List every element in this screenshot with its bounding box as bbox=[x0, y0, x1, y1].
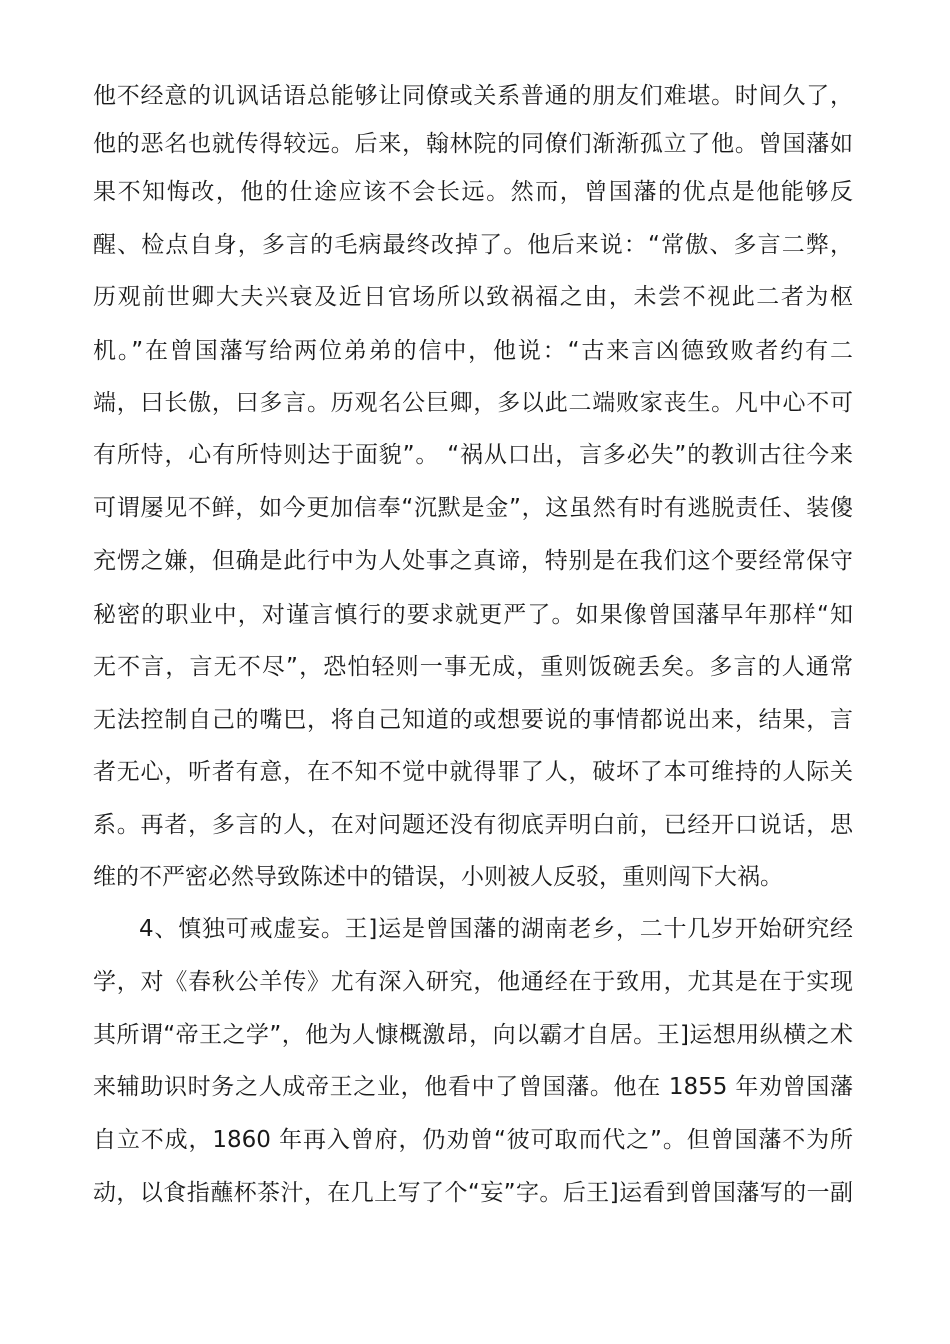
text-line: 他不经意的讥讽话语总能够让同僚或关系普通的朋友们难堪。时间久了， bbox=[93, 83, 853, 109]
text-line: 端，曰长傲，曰多言。历观名公巨卿，多以此二端败家丧生。凡中心不可 bbox=[93, 390, 853, 416]
text-line: 秘密的职业中，对谨言慎行的要求就更严了。如果像曾国藩早年那样“知 bbox=[93, 602, 853, 628]
text-line: 无不言，言无不尽”，恐怕轻则一事无成，重则饭碗丢矣。多言的人通常 bbox=[93, 654, 853, 680]
text-line: 无法控制自己的嘴巴，将自己知道的或想要说的事情都说出来，结果，言 bbox=[93, 707, 853, 733]
text-line: 历观前世卿大夫兴衰及近日官场所以致祸福之由，未尝不视此二者为枢 bbox=[93, 284, 853, 310]
text-line: 自立不成，1860 年再入曾府，仍劝曾“彼可取而代之”。但曾国藩不为所 bbox=[93, 1127, 853, 1153]
text-line: 学，对《春秋公羊传》尤有深入研究，他通经在于致用，尤其是在于实现 bbox=[93, 969, 853, 995]
text-line: 动，以食指蘸杯茶汁，在几上写了个“妄”字。后王]运看到曾国藩写的一副 bbox=[93, 1180, 853, 1206]
text-line: 果不知悔改，他的仕途应该不会长远。然而，曾国藩的优点是他能够反 bbox=[93, 179, 853, 205]
text-line: 有所恃，心有所恃则达于面貌”。 “祸从口出，言多必失”的教训古往今来 bbox=[93, 442, 853, 468]
text-line: 维的不严密必然导致陈述中的错误，小则被人反驳，重则闯下大祸。 bbox=[93, 864, 783, 890]
text-line: 醒、检点自身，多言的毛病最终改掉了。他后来说：“常傲、多言二弊， bbox=[93, 232, 853, 258]
text-line: 机。”在曾国藩写给两位弟弟的信中，他说：“古来言凶德致败者约有二 bbox=[93, 338, 853, 364]
text-line: 他的恶名也就传得较远。后来，翰林院的同僚们渐渐孤立了他。曾国藩如 bbox=[93, 131, 853, 157]
text-line: 来辅助识时务之人成帝王之业，他看中了曾国藩。他在 1855 年劝曾国藩 bbox=[93, 1074, 853, 1100]
text-line: 系。再者，多言的人，在对问题还没有彻底弄明白前，已经开口说话，思 bbox=[93, 812, 853, 838]
text-line: 充愣之嫌，但确是此行中为人处事之真谛，特别是在我们这个要经常保守 bbox=[93, 548, 853, 574]
paragraph-first-line: 4、慎独可戒虚妄。王]运是曾国藩的湖南老乡，二十几岁开始研究经 bbox=[139, 916, 853, 942]
text-line: 可谓屡见不鲜，如今更加信奉“沉默是金”，这虽然有时有逃脱责任、装傻 bbox=[93, 495, 853, 521]
text-line: 其所谓“帝王之学”，他为人慷概激昂，向以霸才自居。王]运想用纵横之术 bbox=[93, 1022, 853, 1048]
text-line: 者无心，听者有意，在不知不觉中就得罪了人，破坏了本可维持的人际关 bbox=[93, 759, 853, 785]
